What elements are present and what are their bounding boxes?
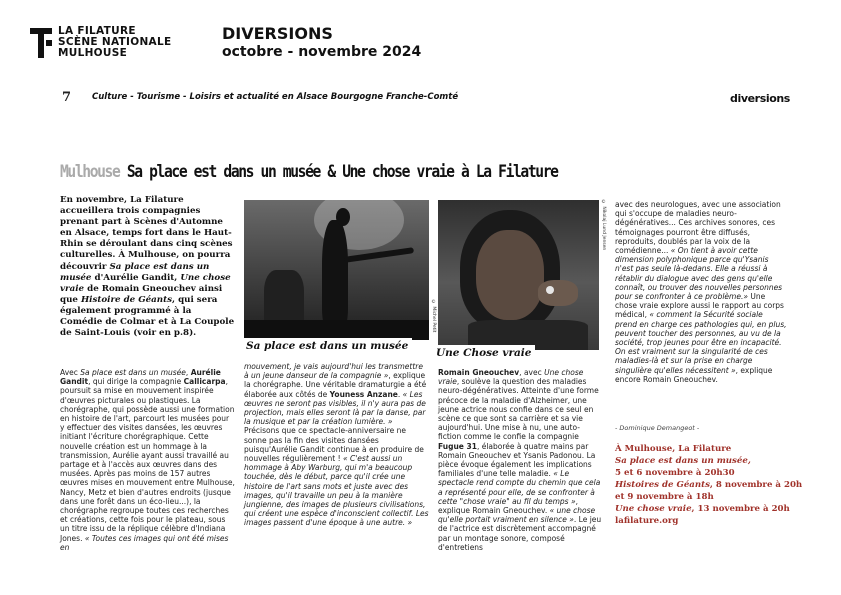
logo-line-1: LA FILATURE [58,25,136,37]
headline-city: Mulhouse [60,162,120,182]
info-dates-2b: et 9 novembre à 18h [615,492,714,502]
photo2-credit: © Nikolaj Lund Jensen [601,200,606,251]
filature-logo-icon [30,28,52,58]
col1-text: , poursuit sa mise en mouvement inspirée d'œuvres picturales ou plastiques. La chorégraphe, qui possède aussi une formation en histoire de l'art, parcourt les musées pour y effectuer des visites dansées, les œuvres initiant l'écriture chorégraphique. Cette nouvelle création est un hommage à la transmission, Aurélie ayant aussi travaillé au partage et à l'accès aux œuvres dans des musées. Après pas moins de 157 autres œuvres mises en mouvement entre Mulhouse, Nancy, Metz et bien d'autres endroits (jusque dans une forêt dans un éco-lieu...), la chorégraphe regroupe toutes ces recherches et créations, cette fois pour le plateau, sous un titre issu de la réplique célèbre d'Indiana Jones. [60,377,235,543]
article-lead [60,195,235,339]
col3-name: Romain Gneouchev [438,368,520,377]
lead-title-2: Une chose vraie [60,272,231,294]
article-column-2 [244,362,429,528]
publication-title: DIVERSIONS [222,24,333,43]
col3-text: , soulève la question des maladies neuro-dégénératives. Atteinte d'une forme précoce de la maladie d'Alzheimer, une jeune actrice nous confie dans ce seul en scène ce que sont sa carrière et sa vie aujourd'hui. Une mise à nu, une auto-fiction comme le confie la compagnie [438,377,599,442]
event-info-box [615,443,815,527]
lead-text-3: de Romain Gneouchev ainsi que [60,283,223,305]
page-tagline: Culture - Tourisme - Loisirs et actualité en Alsace Bourgogne Franche-Comté [92,92,459,102]
article-headline [60,162,558,182]
article-column-3 [438,368,603,552]
col3-title: Une chose vraie [438,368,584,387]
photo1-credit: © Michel Petit [431,300,436,333]
col1-title: Sa place est dans un musée [80,368,186,377]
lead-text-2: d'Aurélie Gandit, [91,272,181,283]
col3-text: , explique Romain Gneouchev. [438,496,578,516]
lead-title-3: Histoire de Géants [80,294,173,305]
lead-text-4: , qui sera également programmé à la Comédie de Colmar et à La Coupole de Saint-Louis (voir en p.8). [60,294,235,339]
info-show-1: Sa place est dans un musée, [615,456,751,466]
col3-text: , élaborée à quatre mains par Romain Gneouchev et Ysanis Padonou. La pièce évoque également les implications familiales d'une telle maladie. [438,441,596,479]
col2-text: . [397,389,403,399]
col4-quote: « comment la Sécurité sociale prend en charge ces pathologies qui, en plus, peuvent toucher des personnes, au vu de la société, trop jeunes pour être en incapacité. On est vraiment sur la singularité de ces maladies-là et sur la prise en charge singulière qu'elles nécessitent » [615,310,787,375]
publication-date: octobre - novembre 2024 [222,44,422,60]
info-dates-1: 5 et 6 novembre à 20h30 [615,468,735,478]
col3-company: Fugue 31 [438,441,477,451]
col2-quote: « Les œuvres ne seront pas visibles, il n'y aura pas de projection, mais elles seront là par la danse, par la musique et par la création lumière. » [244,389,426,427]
col3-text: . Le jeu de l'actrice est discrètement accompagné par un montage sonore, composé d'entretiens [438,515,602,552]
col1-name: Aurélie Gandit [60,368,221,387]
col3-text: , avec [519,368,545,377]
col1-text: Avec [60,368,81,377]
info-show-3: Une chose vraie [615,504,692,514]
col2-text: , explique la chorégraphe. Une véritable dramaturgie a été élaborée aux côtés de [244,371,427,399]
col4-text: avec des neurologues, avec une association qui s'occupe de maladies neuro-dégénératives... Ces archives sonores, ces témoignages pourront être diffusés, reproduits, doublés par la voix de la comédienne... [615,200,781,256]
col1-text: , qui dirige la compagnie [88,377,184,387]
col4-quote: « On tient à avoir cette dimension polyphonique parce qu'Ysanis n'est pas seule là-dedans. Elle a réussi à rétablir du dialogue avec des gens qu'elle connaît, ou trouver des nouvelles personnes pour se confronter à ce problème.» [615,246,783,302]
info-dates-3: , 13 novembre à 20h [691,504,790,514]
col2-text: Précisons que ce spectacle-anniversaire ne sonne pas la fin des visites dansées puisqu'Aurélie Gandit continue à en produire de nouvelles régulièrement ! [244,426,424,464]
logo-text [58,26,171,59]
logo-line-2: SCÈNE NATIONALE [58,36,172,48]
col3-quote: « Le spectacle rend compte du chemin que cela a représenté pour elle, de se confronter à cette "chose vraie" au fil du temps » [438,469,601,506]
col4-text: , explique encore Romain Gneouchev. [615,365,773,384]
author-signature: - Dominique Demangeot - [615,424,700,432]
col2-quote: mouvement, je vais aujourd'hui les transmettre à un jeune danseur de la compagnie » [244,362,424,381]
info-show-2: Histoires de Géants [615,480,710,490]
logo-line-3: MULHOUSE [58,47,128,59]
info-dates-2: , 8 novembre à 20h [709,480,803,490]
dance-photo [244,200,429,340]
col3-quote: « une chose qu'elle portait vraiment en silence » [438,506,596,525]
col2-name: Youness Anzane [329,389,398,399]
photo2-caption: Une Chose vraie [432,345,535,361]
page-number: 7 [62,90,72,105]
col1-quote: « Toutes ces images qui ont été mises en [60,533,229,552]
article-column-4 [615,200,787,384]
actress-photo [438,200,599,350]
lead-title-1: Sa place est dans un musée [60,261,210,283]
headline-title: Sa place est dans un musée & Une chose vraie à La Filature [126,162,558,182]
photo1-caption: Sa place est dans un musée [242,338,412,354]
diversions-brand: diversions [730,92,790,105]
col4-text: Une chose vraie explore aussi le rapport au corps médical, [615,292,784,320]
col1-company: Callicarpa [183,377,226,387]
info-venue: À Mulhouse, La Filature [615,444,732,454]
lead-text-1: En novembre, La Filature accueillera trois compagnies prenant part à Scènes d'Automne en Alsace, temps fort dans le Haut-Rhin se déroulant dans cinq scènes culturelles. À Mulhouse, on pourra découvrir [60,195,233,272]
col2-quote: « C'est aussi un hommage à Aby Warburg, qui m'a beaucoup touchée, dès le début, parce qu'il crée une histoire de l'art sans mots et juste avec des images, qu'il travaille un peu à la manière jungienne, des images de plusieurs civilisations, qui créent une espèce d'inconscient collectif. Les images passent d'une époque à une autre. » [244,454,429,528]
info-website-link[interactable]: lafilature.org [615,516,679,526]
la-filature-logo [30,24,240,72]
article-column-1 [60,368,235,552]
col1-text: , [185,368,191,377]
